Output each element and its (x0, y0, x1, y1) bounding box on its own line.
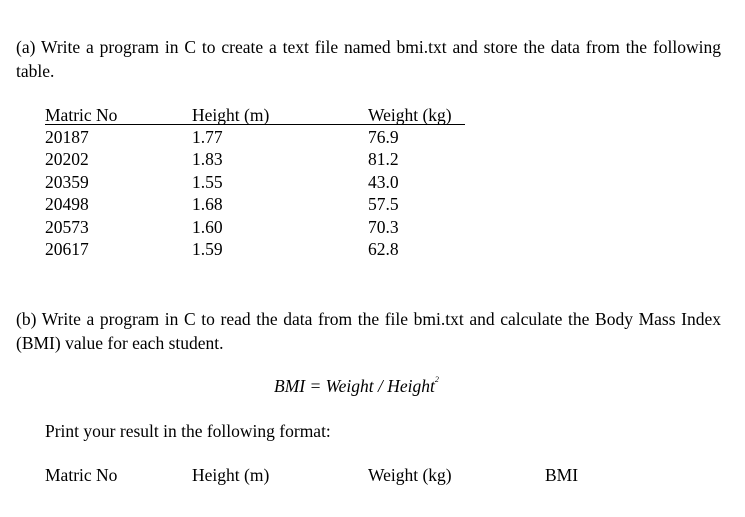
column-height (192, 104, 269, 260)
table-cell: 57.5 (368, 194, 399, 215)
question-a-text: Write a program in C to create a text file named bmi.txt and store the data from the following table. (16, 37, 722, 81)
output-header-weight: Weight (kg) (368, 465, 452, 485)
column-weight (368, 104, 452, 260)
question-b (16, 307, 721, 355)
table-cell: 20359 (45, 171, 89, 192)
question-b-marker: (b) (16, 309, 37, 329)
table-cell: 1.59 (192, 238, 223, 259)
data-table (45, 104, 465, 264)
table-header-weight: Weight (kg) (368, 105, 452, 125)
table-cell: 20617 (45, 238, 89, 259)
print-instruction: Print your result in the following format: (45, 421, 331, 441)
bmi-formula (274, 375, 439, 397)
table-cell: 20498 (45, 194, 89, 215)
table-cell: 20573 (45, 216, 89, 237)
question-b-text: Write a program in C to read the data from the file bmi.txt and calculate the Body Mass Index (BMI) value for each student. (16, 309, 722, 353)
column-matric-no (45, 104, 117, 260)
question-a-marker: (a) (16, 37, 36, 57)
table-cell: 20187 (45, 127, 89, 147)
table-cell: 43.0 (368, 171, 399, 192)
bmi-formula-text: BMI = Weight / Height (274, 376, 435, 396)
table-cell: 76.9 (368, 127, 399, 147)
table-cell: 81.2 (368, 149, 399, 170)
table-cell: 1.55 (192, 171, 223, 192)
output-header-bmi: BMI (545, 465, 579, 485)
table-cell: 70.3 (368, 216, 399, 237)
table-cell: 1.77 (192, 127, 223, 147)
table-cell: 20202 (45, 149, 89, 170)
question-a (16, 35, 721, 83)
table-cell: 1.83 (192, 149, 223, 170)
bmi-formula-exponent: 2 (434, 375, 439, 384)
output-header-matric-no: Matric No (45, 465, 118, 485)
output-header-height: Height (m) (192, 465, 270, 485)
table-cell: 1.60 (192, 216, 223, 237)
table-header-matric-no: Matric No (45, 105, 118, 125)
table-cell: 1.68 (192, 194, 223, 215)
table-header-height: Height (m) (192, 105, 270, 125)
table-cell: 62.8 (368, 238, 399, 259)
